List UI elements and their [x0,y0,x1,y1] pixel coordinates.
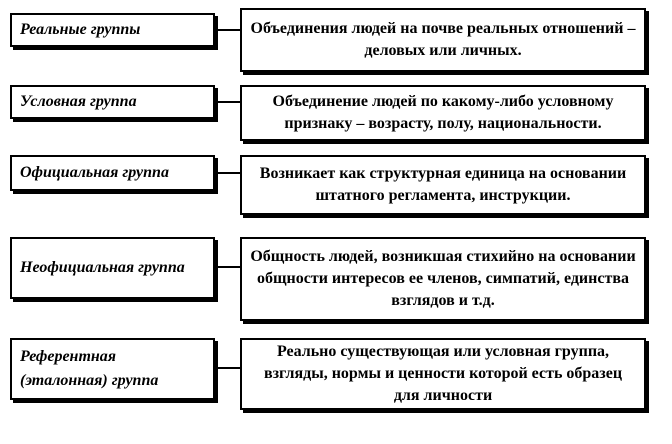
term-label: Референтная (эталонная) группа [20,348,159,389]
connector-line [215,101,240,103]
term-box-reference-group [10,338,215,400]
term-label: Неофициальная группа [20,259,185,276]
term-box-official-group [10,155,215,191]
definition-box-conditional-group [240,85,646,141]
definition-box-unofficial-group [240,237,646,321]
definition-box-real-groups [240,8,646,72]
definition-text: Возникает как структурная единица на основании штатного регламента, инструкции. [259,165,627,204]
connector-line [215,29,240,31]
definition-box-official-group [240,155,646,215]
term-label: Официальная группа [20,164,169,181]
term-box-conditional-group [10,85,215,119]
definition-text: Объединение людей по какому-либо условному признаку – возрасту, полу, национальности. [272,93,614,132]
connector-line [215,172,240,174]
connector-line [215,266,240,268]
definition-text: Реально существующая или условная группа, взгляды, нормы и ценности которой есть образец для личности [263,343,623,404]
connector-line [215,367,240,369]
definition-box-reference-group [240,338,646,410]
term-box-unofficial-group [10,237,215,299]
term-label: Условная группа [20,93,137,110]
term-box-real-groups [10,13,215,47]
term-label: Реальные группы [20,21,141,38]
definition-text: Общность людей, возникшая стихийно на основании общности интересов ее членов, симпатий, единства взглядов и т.д. [250,248,636,309]
definition-text: Объединения людей на почве реальных отношений – деловых или личных. [250,20,636,59]
